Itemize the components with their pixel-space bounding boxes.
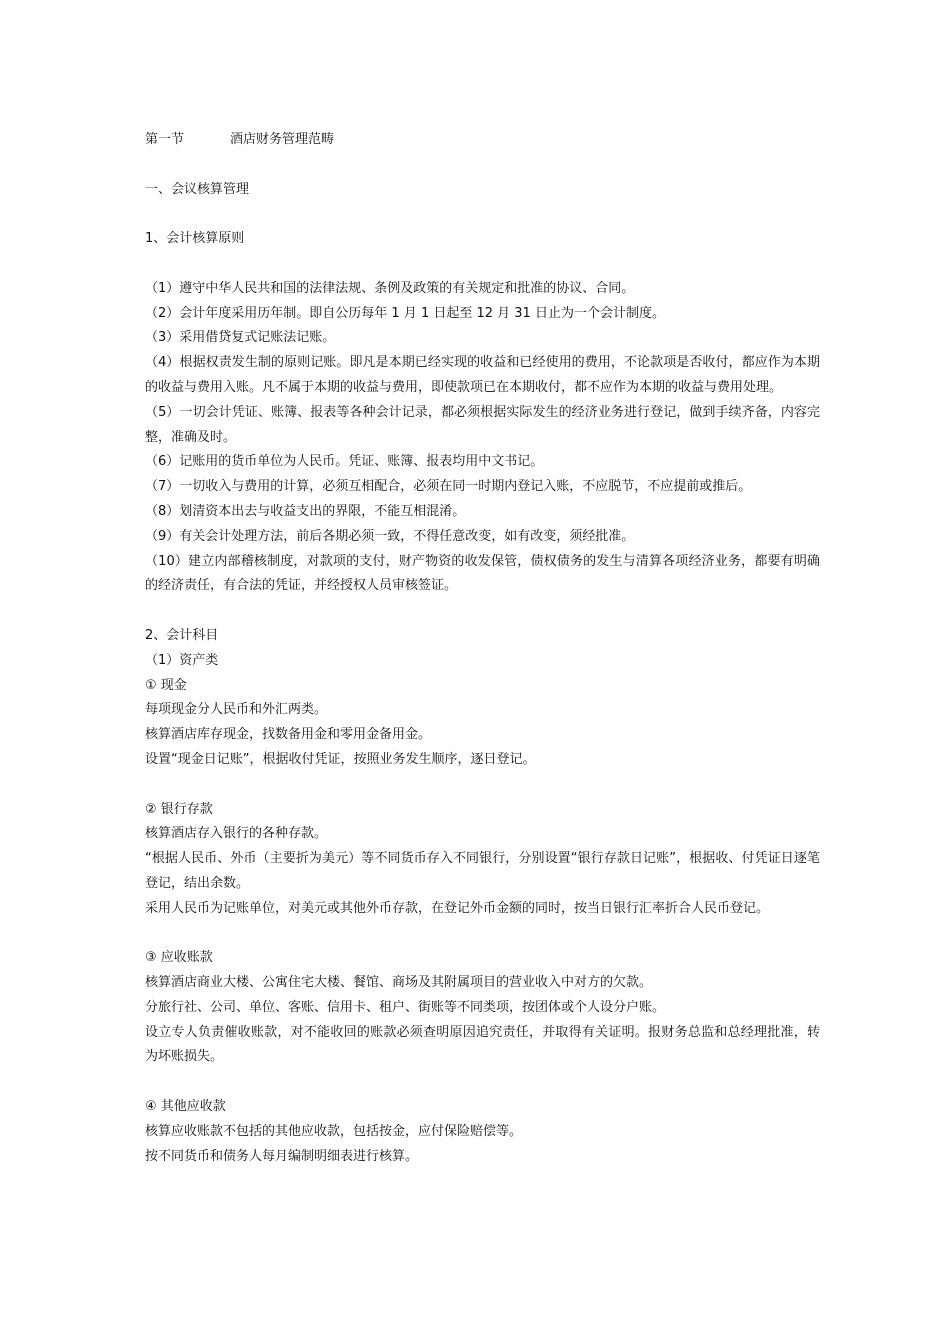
heading-accounting-management: 一、会议核算管理 [145,181,250,197]
principle-item: （9）有关会计处理方法，前后各期必须一致，不得任意改变，如有改变，须经批准。 [145,528,635,544]
principle-item: （8）划清资本出去与收益支出的界限，不能互相混淆。 [145,503,466,519]
bank-deposit-line: 核算酒店存入银行的各种存款。 [145,826,328,842]
spacer [145,252,820,277]
spacer [145,922,820,947]
principle-item: （4）根据权责发生制的原则记账。即凡是本期已经实现的收益和已经使用的费用，不论款项是否收付，都应作为本期的收益与费用入账。凡不属于本期的收益与费用，即使款项已在本期收付，都不应作为本期的收益与费用处理。 [145,355,820,395]
spacer [145,202,820,227]
principle-item: （10）建立内部稽核制度，对款项的支付，财产物资的收发保管，债权债务的发生与清算各项经济业务，都要有明确的经济责任，有合法的凭证，并经授权人员审核签证。 [145,553,820,594]
principle-item: （7）一切收入与费用的计算，必须互相配合，必须在同一时期内登记入账，不应脱节，不应提前或推后。 [145,479,752,495]
principle-item: （2）会计年度采用历年制。即自公历每年 1 月 1 日起至 12 月 31 日止为一个会计制度。 [145,305,665,321]
cash-line: 每项现金分人民币和外汇两类。 [145,702,328,718]
subheading-accounting-subjects: 2、会计科目 [145,627,219,643]
bank-deposit-line: 采用人民币为记账单位，对美元或其他外币存款，在登记外币金额的同时，按当日银行汇率折合人民币登记。 [145,900,770,916]
principle-item: （6）记账用的货币单位为人民币。凭证、账簿、报表均用中文书记。 [145,454,544,470]
section-label: 第一节 [145,132,185,147]
spacer [145,599,820,624]
bank-deposit-line: “根据人民币、外币（主要折为美元）等不同货币存入不同银行，分别设置“银行存款日记账”，根据收、付凭证日逐笔登记，结出余数。 [145,851,820,891]
section-title: 酒店财务管理范畴 [230,132,335,147]
other-receivable-heading: ④ 其他应收款 [145,1099,226,1115]
spacer [145,1070,820,1095]
principle-item: （3）采用借贷复式记账法记账。 [145,330,336,346]
other-receivable-line: 按不同货币和债务人每月编制明细表进行核算。 [145,1148,419,1164]
spacer [145,153,820,178]
cash-heading: ① 现金 [145,677,187,693]
asset-class-heading: （1）资产类 [145,652,219,668]
other-receivable-line: 核算应收账款不包括的其他应收款，包括按金，应付保险赔偿等。 [145,1123,523,1139]
cash-line: 设置“现金日记账”，根据收付凭证，按照业务发生顺序，逐日登记。 [145,751,536,767]
receivable-line: 分旅行社、公司、单位、客账、信用卡、租户、街账等不同类项，按团体或个人设分户账。 [145,999,666,1015]
section-title-row [145,128,820,153]
subheading-accounting-principles: 1、会计核算原则 [145,231,245,247]
principle-item: （5）一切会计凭证、账簿、报表等各种会计记录，都必须根据实际发生的经济业务进行登记，做到手续齐备，内容完整，准确及时。 [145,404,820,445]
receivable-line: 核算酒店商业大楼、公寓住宅大楼、餐馆、商场及其附属项目的营业收入中对方的欠款。 [145,975,653,991]
receivable-heading: ③ 应收账款 [145,950,213,966]
bank-deposit-heading: ② 银行存款 [145,801,213,817]
cash-line: 核算酒店库存现金，找数备用金和零用金备用金。 [145,727,432,743]
receivable-line: 设立专人负责催收账款，对不能收回的账款必须查明原因追究责任，并取得有关证明。报财务总监和总经理批准，转为坏账损失。 [145,1024,820,1065]
principle-item: （1）遵守中华人民共和国的法律法规、条例及政策的有关规定和批准的协议、合同。 [145,280,635,296]
spacer [145,773,820,798]
document-body [145,128,820,1169]
